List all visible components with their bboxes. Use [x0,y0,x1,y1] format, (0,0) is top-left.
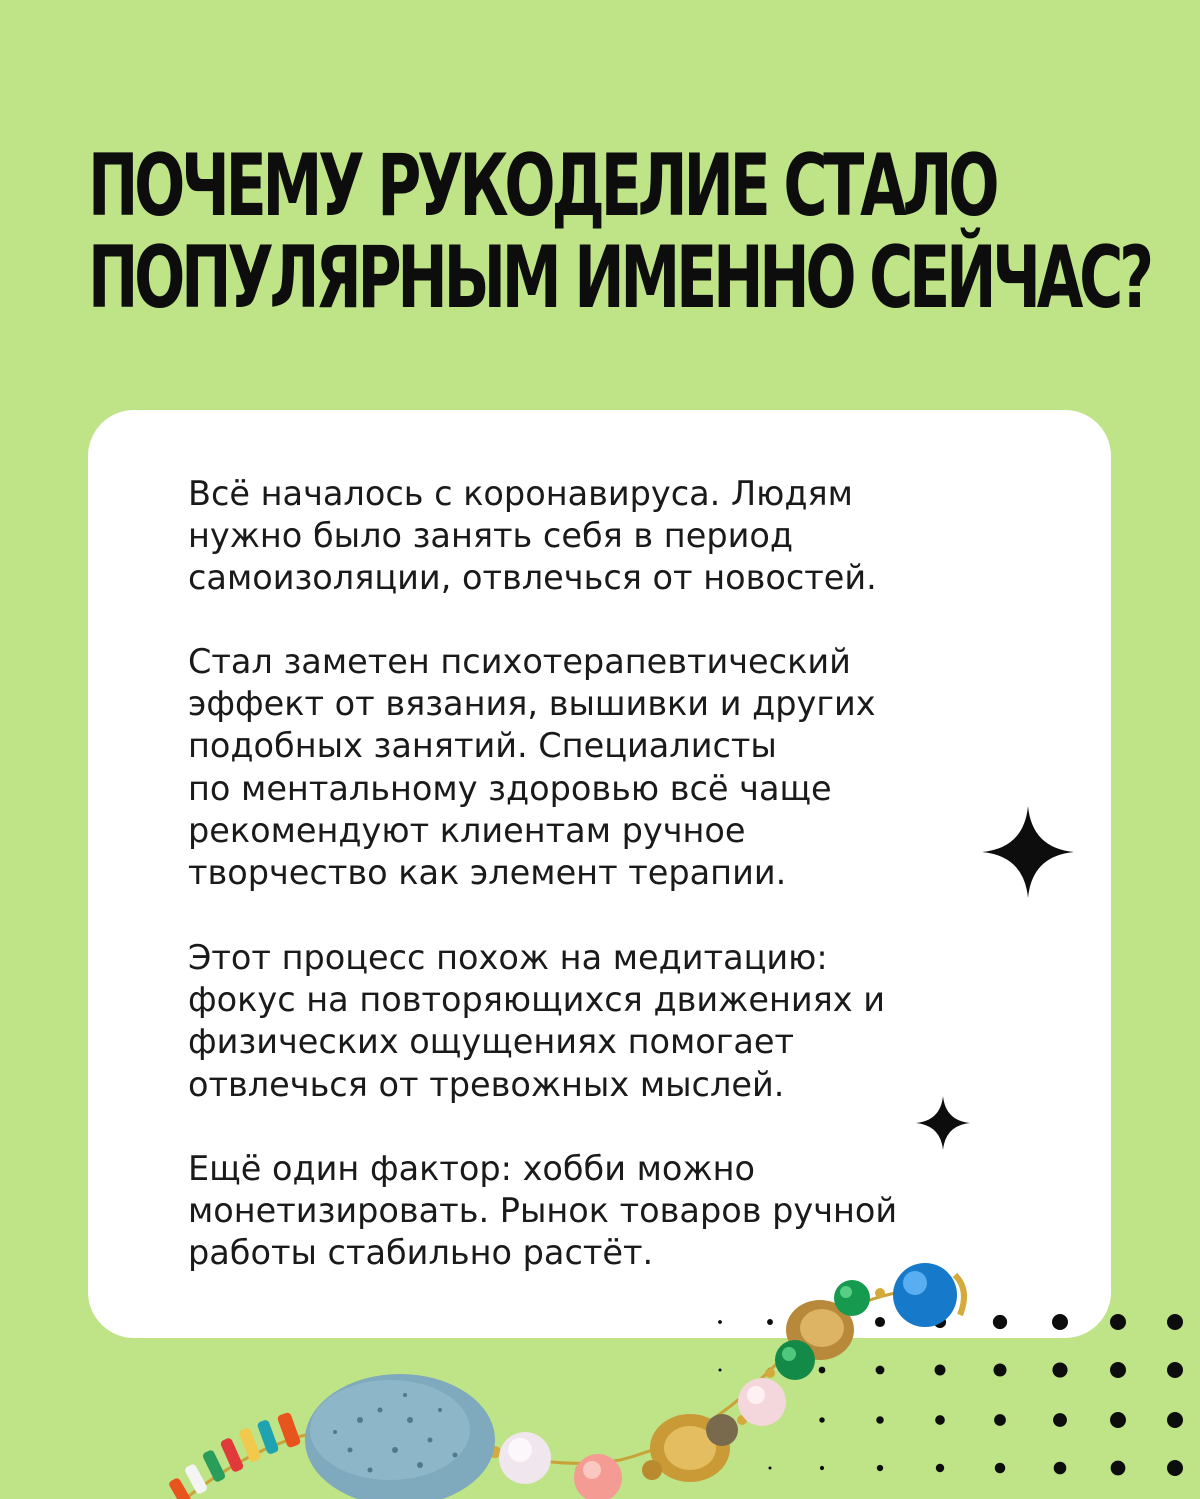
grid-dot [819,1367,826,1374]
grid-dot [719,1369,722,1372]
paragraph-line: Всё началось с коронавируса. Людям [188,474,853,513]
grid-dot [875,1317,885,1327]
title-line-2: ПОПУЛЯРНЫМ ИМЕННО СЕЙЧАС? [88,228,1150,328]
paragraph-line: подобных занятий. Специалисты [188,726,777,766]
grid-dot [718,1320,722,1324]
paragraph-line: Этот процесс похож на медитацию: [188,938,828,977]
grid-dot [820,1466,824,1470]
grid-dot [1167,1460,1183,1476]
paragraph-line: нужно было занять себя в период [188,516,794,556]
grid-dot [936,1464,944,1472]
paragraph-line: Ещё один фактор: хобби можно [188,1149,755,1188]
grid-dot [994,1414,1006,1426]
grid-dot [1053,1413,1067,1427]
grid-dot [876,1416,884,1424]
bead-bracelet [168,1263,964,1499]
paragraph-line: физических ощущениях помогает [188,1022,795,1062]
grid-dot [1167,1412,1183,1428]
grid-dot [1054,1462,1067,1475]
grid-dot [1110,1412,1126,1428]
paragraph-line: эффект от вязания, вышивки и других [188,684,876,724]
paragraph-line: самоизоляции, отвлечься от новостей. [188,558,877,598]
grid-dot [819,1417,824,1422]
grid-dot [1110,1362,1126,1378]
grid-dot [935,1415,945,1425]
grid-dot [993,1363,1006,1376]
grid-dot [876,1366,885,1375]
grid-dot [993,1315,1007,1329]
title-line-1: ПОЧЕМУ РУКОДЕЛИЕ СТАЛО [88,136,996,236]
grid-dot [877,1465,883,1471]
grid-dot [1167,1314,1183,1330]
paragraph-line: Стал заметен психотерапевтический [188,642,851,681]
grid-dot [1110,1314,1126,1330]
paragraph-line: работы стабильно растёт. [188,1233,654,1273]
paragraph-line: творчество как элемент терапии. [188,853,787,893]
grid-dot [1052,1362,1067,1377]
grid-dot [767,1319,773,1325]
grid-dot [995,1463,1006,1474]
paragraph-line: отвлечься от тревожных мыслей. [188,1064,785,1104]
paragraph-line: фокус на повторяющихся движениях и [188,980,886,1020]
paragraph-line: рекомендуют клиентам ручное [188,810,746,850]
grid-dot [769,1467,772,1470]
grid-dot [1111,1461,1126,1476]
grid-dot [1052,1314,1068,1330]
paragraph-line: монетизировать. Рынок товаров ручной [188,1191,898,1231]
paragraph-line: по ментальному здоровью всё чаще [188,768,832,808]
grid-dot [1167,1362,1183,1378]
grid-dot [935,1365,946,1376]
